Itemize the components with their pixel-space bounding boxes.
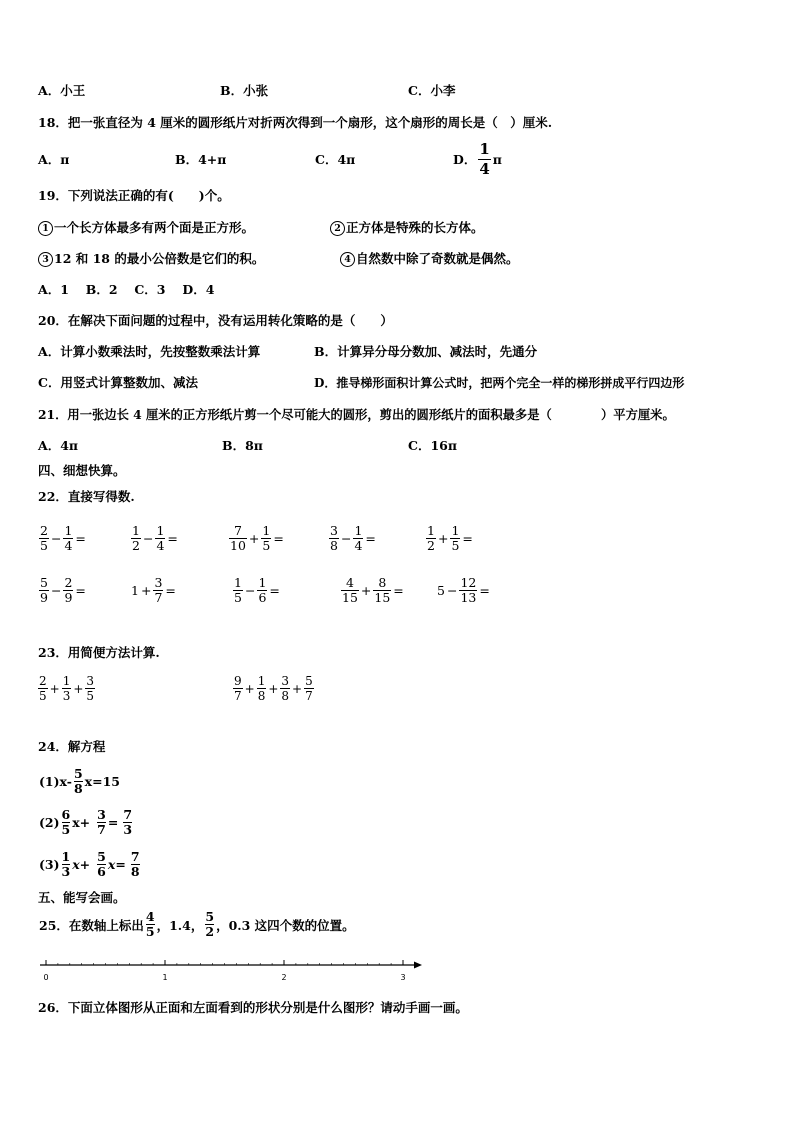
q23-stem: 23．用简便方法计算.: [38, 645, 160, 660]
q19-options: A．1 B．2 C．3 D．4: [38, 282, 215, 297]
q19-statement-4: 4 自然数中除了奇数就是偶然。: [340, 251, 519, 267]
q18-stem: 18．把一张直径为 4 厘米的圆形纸片对折两次得到一个扇形，这个扇形的周长是（ ）厘米.: [38, 115, 553, 130]
q26-stem: 26．下面立体图形从正面和左面看到的形状分别是什么图形？请动手画一画。: [38, 1000, 468, 1015]
q17-option-b: B．小张: [220, 83, 269, 98]
number-line-label: 2: [281, 973, 287, 982]
q19-statement-2: 2 正方体是特殊的长方体。: [330, 220, 484, 236]
q21-option-b: B．8π: [222, 438, 263, 453]
number-line-arrow: [414, 962, 422, 969]
q22-expr-1-5: $\frac{1}{2}$ + $\frac{1}{5}$ =: [427, 523, 473, 553]
q22-expr-2-5: 5 − $\frac{12}{13}$ =: [437, 575, 490, 605]
q17-option-a: A．小王: [38, 83, 86, 98]
number-line-label: 3: [400, 973, 406, 982]
q21-stem: 21．用一张边长 4 厘米的正方形纸片剪一个尽可能大的圆形，剪出的圆形纸片的面积最多是（ ）平方厘米。: [38, 407, 675, 422]
q20-option-b: B．计算异分母分数加、减法时，先通分: [314, 344, 538, 359]
q25-stem: 25．在数轴上标出 $\frac{4}{5}$ ，1.4， $\frac{5}{2}$ ，0.3 这四个数的位置。: [39, 909, 355, 939]
q22-stem: 22．直接写得数.: [38, 489, 135, 504]
q20-option-c: C．用竖式计算整数加、减法: [38, 375, 198, 390]
q18-option-c: C．4π: [315, 152, 356, 167]
q19-statement-3: 3 12 和 18 的最小公倍数是它们的积。: [38, 251, 264, 267]
number-line-label: 1: [162, 973, 168, 982]
q24-equation-1: (1)x- $\frac{5}{8}$ x=15: [39, 766, 120, 796]
q22-expr-1-1: $\frac{2}{5}$ − $\frac{1}{4}$ =: [40, 523, 86, 553]
q22-expr-2-3: $\frac{1}{5}$ − $\frac{1}{6}$ =: [234, 575, 280, 605]
q22-expr-1-3: $\frac{7}{10}$ + $\frac{1}{5}$ =: [230, 523, 284, 553]
q22-expr-2-2: 1 + $\frac{3}{7}$ =: [131, 575, 176, 605]
q23-expr-2: $\frac{9}{7}$ + $\frac{1}{8}$ + $\frac{3}{8}$ + $\frac{5}{7}$: [234, 674, 313, 703]
q20-option-a: A．计算小数乘法时，先按整数乘法计算: [38, 344, 261, 359]
q20-stem: 20．在解决下面问题的过程中，没有运用转化策略的是（ ）: [38, 313, 393, 328]
q22-expr-2-1: $\frac{5}{9}$ − $\frac{2}{9}$ =: [40, 575, 86, 605]
q18-option-d: D． $\frac{1}{4}$ π: [453, 140, 502, 178]
q22-expr-2-4: $\frac{4}{15}$ + $\frac{8}{15}$ =: [342, 575, 404, 605]
q17-option-c: C．小李: [408, 83, 456, 98]
q24-equation-2: (2) $\frac{6}{5}$ x+ $\frac{3}{7}$ = $\frac{7}{3}$: [39, 807, 133, 837]
number-line: [36, 955, 426, 985]
q24-stem: 24．解方程: [38, 739, 106, 754]
section-4-heading: 四、细想快算。: [38, 463, 126, 478]
number-line-label: 0: [43, 973, 49, 982]
q22-expr-1-2: $\frac{1}{2}$ − $\frac{1}{4}$ =: [132, 523, 178, 553]
q20-option-d: D．推导梯形面积计算公式时，把两个完全一样的梯形拼成平行四边形: [314, 376, 685, 390]
q19-stem: 19．下列说法正确的有( )个。: [38, 188, 230, 203]
q22-expr-1-4: $\frac{3}{8}$ − $\frac{1}{4}$ =: [330, 523, 376, 553]
q19-statement-1: 1 一个长方体最多有两个面是正方形。: [38, 220, 254, 236]
q23-expr-1: $\frac{2}{5}$ + $\frac{1}{3}$ + $\frac{3}{5}$: [39, 674, 95, 703]
q18-option-a: A．π: [38, 152, 70, 167]
q24-equation-3: (3) $\frac{1}{3}$ x+ $\frac{5}{6}$ x= $\frac{7}{8}$: [39, 849, 140, 879]
section-5-heading: 五、能写会画。: [38, 890, 126, 905]
q18-option-b: B．4+π: [175, 152, 227, 167]
q21-option-a: A．4π: [38, 438, 79, 453]
q21-option-c: C．16π: [408, 438, 457, 453]
